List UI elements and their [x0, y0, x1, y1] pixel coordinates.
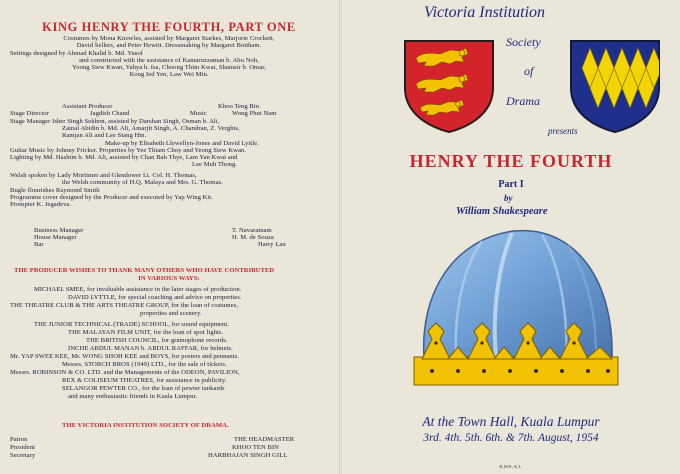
credits-title: KING HENRY THE FOURTH, PART ONE	[42, 20, 296, 34]
lions-shield-emblem	[402, 38, 496, 134]
cover-page	[342, 0, 680, 474]
crew-line: Programme cover designed by the Producer and executed by Yap Wing Kit.	[10, 194, 213, 201]
crew-line: Lee Muh Thong.	[192, 161, 238, 168]
credit-name: Jagdish Chand	[90, 110, 130, 117]
officer-role: President	[10, 444, 35, 451]
crew-line: Prompter K. Jegadeva.	[10, 201, 72, 208]
crew-line: Stage Manager Isher Singh Sekhon, assisted by Darshan Singh, Osman b. Ali,	[10, 118, 220, 125]
drama-word: Drama	[506, 94, 541, 108]
crew-line: Lighting by Md. Hashim b. Md. Ali, assisted by Chan Bah Thye, Lam Yan Kwai and	[10, 154, 238, 161]
society-heading: THE VICTORIA INSTITUTION SOCIETY OF DRAMA.	[62, 422, 229, 429]
thanks-line: and many enthusiastic friends in Kuala Lumpur.	[68, 393, 198, 400]
thanks-line: Mr. YAP SWEE KEE, Mr. WONG SHOH KEE and BOYS, for posters and pennants.	[10, 353, 239, 360]
credit-name: Wong Phui Nam	[232, 110, 277, 117]
business-name: H. M. de Souza	[232, 234, 274, 241]
thanks-heading: THE PRODUCER WISHES TO THANK MANY OTHERS WHO HAVE CONTRIBUTED	[14, 267, 275, 274]
thanks-line: THE MALAYAN FILM UNIT, for the loan of spot lights.	[68, 329, 224, 336]
thanks-line: Messrs. STORCH BROS (1949) LTD., for the sale of tickets.	[62, 361, 227, 368]
credit-name: Khoo Teng Bin	[218, 103, 260, 110]
credit-role: Music	[190, 110, 207, 117]
business-role: Bar	[34, 241, 44, 248]
crowned-helmet-illustration	[392, 225, 642, 405]
thanks-line: properties and scenery.	[140, 310, 202, 317]
credit-role: Assistant Producer	[62, 103, 113, 110]
crew-line: the Welsh community of H.Q. Malaya and Mrs. G. Thomas.	[62, 179, 223, 186]
business-name: T. Navaratnam	[232, 227, 272, 234]
thanks-line: THE JUNIOR TECHNICAL (TRADE) SCHOOL, for sound equipment.	[34, 321, 229, 328]
venue-line: At the Town Hall, Kuala Lumpur	[422, 414, 600, 429]
crew-line: Welsh spoken by Lady Mortimer and Glendower Lt. Col. H. Thomas,	[10, 172, 197, 179]
officer-role: Secretary	[10, 452, 36, 459]
of-word: of	[524, 64, 534, 78]
credits-page	[0, 0, 338, 474]
settings-line: Settings designed by Ahmad Khalid b. Md. Yusof	[10, 50, 144, 57]
institution-name: Victoria Institution	[424, 4, 546, 21]
by-word: by	[504, 193, 513, 203]
crew-line: Guitar Music by Johnny Fricker. Properties by Yee Thiam Choy and Yeong Siew Kwan.	[10, 147, 246, 154]
business-role: House Manager	[34, 234, 77, 241]
thanks-line: INCHE ABDUL MANAN b. ABDUL RAFFAR, for helmets.	[68, 345, 233, 352]
author-name: William Shakespeare	[456, 206, 548, 217]
business-role: Business Manager	[34, 227, 84, 234]
crew-line: Bugle flourishes Raymond Smith	[10, 187, 100, 194]
thanks-heading: IN VARIOUS WAYS:	[138, 275, 200, 282]
thanks-line: DAVID LYTTLE, for special coaching and advice on properties.	[68, 294, 242, 301]
business-name: Harry Lau	[258, 241, 286, 248]
officer-role: Patron	[10, 436, 28, 443]
lozenge-shield-emblem	[568, 38, 662, 134]
settings-line: and constructed with the assistance of Kamaruzzaman b. Abu Noh,	[79, 57, 259, 64]
crew-line: Make-up by Elisabeth Llewellyn-Jones and David Lyttle.	[105, 140, 259, 147]
costumes-line: David Sellers, and Peter Hewitt. Dressmaking by Margaret Bottham.	[76, 42, 262, 49]
printer-mark: K.M.P., K.L.	[499, 464, 523, 469]
officer-name: HARBHAJAN SINGH GILL	[208, 452, 288, 459]
officer-name: KHOO TEN BIN	[232, 444, 279, 451]
thanks-line: Messrs. ROBINSON & CO. LTD. and the Managements of the ODEON, PAVILION,	[10, 369, 240, 376]
credit-role: Stage Director	[10, 110, 49, 117]
thanks-line: THE THEATRE CLUB & THE ARTS THEATRE GROUP, for the loan of costumes,	[10, 302, 238, 309]
thanks-line: THE BRITISH COUNCIL, for gramophone records.	[86, 337, 228, 344]
settings-line: Kong Ied Yen, Law Wei Min.	[129, 71, 209, 78]
play-title: HENRY THE FOURTH	[409, 151, 613, 171]
dates-line: 3rd. 4th. 5th. 6th. & 7th. August, 1954	[423, 432, 599, 444]
thanks-line: SELANGOR PEWTER CO., for the loan of pewter tankards	[62, 385, 225, 392]
crew-line: Ramjan Ali and Lee Siang Hin.	[62, 132, 147, 139]
society-word: Society	[506, 35, 541, 49]
officer-name: THE HEADMASTER	[234, 436, 295, 443]
thanks-line: MICHAEL SMEE, for invaluable assistance in the later stages of production.	[34, 286, 242, 293]
costumes-line: Costumes by Mona Knowles, assisted by Margaret Starkes, Marjorie Crockett,	[63, 35, 275, 42]
settings-line: Yoong Siew Kwan, Yahya b. Isa, Choong Thim Kwai, Shamsir b. Omar,	[72, 64, 266, 71]
part-label: Part I	[498, 179, 524, 190]
thanks-line: REX & COLISEUM THEATRES, for assistance in publicity.	[62, 377, 227, 384]
presents-word: presents	[548, 126, 578, 136]
crew-line: Zainal Abidin b. Md. Ali, Amarjit Singh, A. Chandran, Z. Verghis,	[62, 125, 240, 132]
